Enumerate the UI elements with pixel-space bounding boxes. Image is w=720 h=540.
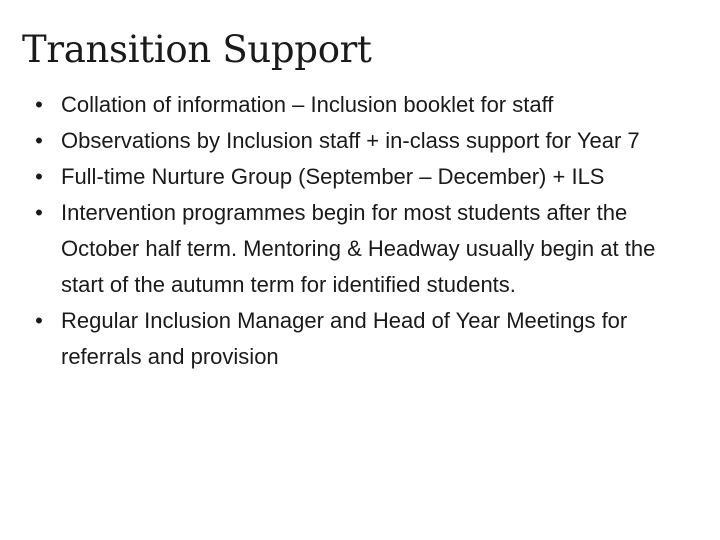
- bullet-item: [30, 87, 680, 123]
- bullet-item: [30, 195, 680, 303]
- bullet-dot-icon: •: [35, 128, 43, 153]
- bullet-dot-icon: •: [35, 92, 43, 117]
- bullet-dot-icon: •: [35, 308, 43, 333]
- bullet-text: Intervention programmes begin for most students after the October half term. Mentoring & Headway usually begin at the start of the autumn term for identified students.: [61, 200, 656, 297]
- bullet-item: [30, 159, 680, 195]
- bullet-text: Full-time Nurture Group (September – December) + ILS: [61, 164, 605, 189]
- bullet-list: [30, 87, 680, 375]
- bullet-text: Observations by Inclusion staff + in-class support for Year 7: [61, 128, 640, 153]
- bullet-text: Regular Inclusion Manager and Head of Year Meetings for referrals and provision: [61, 308, 628, 369]
- slide-title: Transition Support: [22, 28, 372, 71]
- bullet-item: [30, 123, 680, 159]
- bullet-dot-icon: •: [35, 200, 43, 225]
- bullet-text: Collation of information – Inclusion booklet for staff: [61, 92, 554, 117]
- bullet-item: [30, 303, 680, 375]
- bullet-dot-icon: •: [35, 164, 43, 189]
